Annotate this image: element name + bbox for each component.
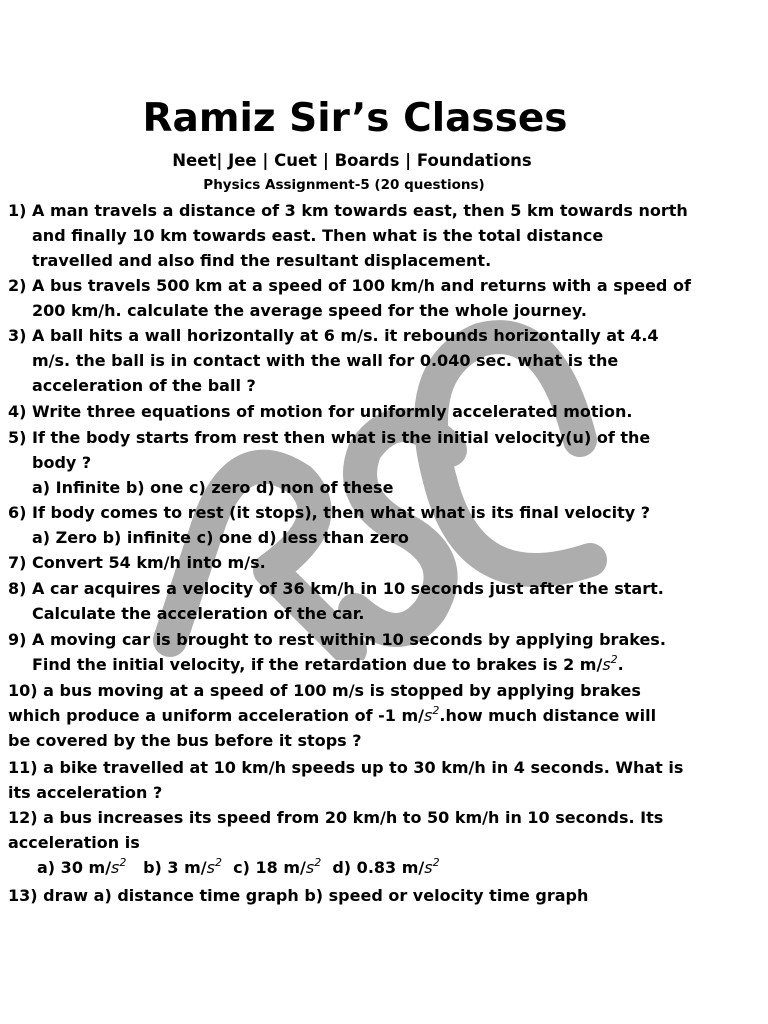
question-text: Find the initial velocity, if the retardation due to brakes is 2 m/ (32, 655, 603, 675)
question-text: If the body starts from rest then what is the initial velocity(u) of the (32, 428, 651, 447)
question-text: acceleration is (8, 833, 140, 853)
math-variable: s (424, 858, 433, 878)
question-text: m/s. the ball is in contact with the wall for 0.040 sec. what is the (32, 351, 619, 371)
question-number: 13) (8, 886, 38, 905)
question-10 (8, 678, 698, 754)
question-text: acceleration of the ball ? (32, 376, 256, 396)
question-text: 200 km/h. calculate the average speed for the whole journey. (32, 301, 587, 321)
question-2 (8, 273, 698, 323)
question-text: a bike travelled at 10 km/h speeds up to 30 km/h in 4 seconds. What is (43, 758, 684, 777)
question-number: 10) (8, 681, 38, 700)
question-text: Calculate the acceleration of the car. (32, 604, 365, 624)
question-text: a bus increases its speed from 20 km/h to 50 km/h in 10 seconds. Its (43, 808, 664, 827)
question-text: .how much distance will (439, 706, 657, 726)
question-number: 1) (8, 201, 27, 220)
option-b: b) 3 m/ (143, 858, 207, 878)
question-text: and finally 10 km towards east. Then what is the total distance (32, 226, 604, 246)
question-13 (8, 883, 698, 908)
math-exponent: 2 (119, 856, 127, 870)
question-number: 12) (8, 808, 38, 827)
question-options (8, 855, 698, 880)
math-variable: s (305, 858, 315, 878)
question-text: A car acquires a velocity of 36 km/h in 10 seconds just after the start. (32, 579, 664, 598)
question-7 (8, 550, 698, 575)
question-text: its acceleration ? (8, 783, 163, 803)
math-variable: s (424, 706, 433, 726)
question-number: 7) (8, 553, 27, 572)
option-a: a) 30 m/ (37, 858, 112, 878)
math-exponent: 2 (610, 653, 618, 667)
question-number: 11) (8, 758, 38, 777)
question-number: 9) (8, 630, 27, 649)
question-text: Convert 54 km/h into m/s. (32, 553, 266, 572)
math-exponent: 2 (432, 856, 440, 870)
question-text: draw a) distance time graph b) speed or velocity time graph (43, 886, 589, 905)
question-number: 8) (8, 579, 27, 598)
question-options: a) Zero b) infinite c) one d) less than zero (32, 528, 409, 548)
question-text: A moving car is brought to rest within 10 seconds by applying brakes. (32, 630, 666, 649)
option-c: c) 18 m/ (233, 858, 306, 878)
math-exponent: 2 (215, 856, 222, 870)
question-text: travelled and also find the resultant displacement. (32, 251, 492, 271)
question-number: 5) (8, 428, 27, 447)
question-number: 6) (8, 503, 27, 522)
question-text: A ball hits a wall horizontally at 6 m/s. it rebounds horizontally at 4.4 (32, 326, 659, 345)
question-number: 3) (8, 326, 27, 345)
question-text: body ? (32, 453, 92, 473)
question-12 (8, 805, 698, 881)
page-title: Ramiz Sir’s Classes (142, 96, 568, 141)
question-options: a) Infinite b) one c) zero d) non of these (32, 478, 394, 498)
math-exponent: 2 (314, 856, 322, 870)
question-9: 9) A moving car is brought to rest within 10 seconds by applying brakes. Find the initial velocity, if the retardation due to brakes is 2 $m/s^2$. (8, 627, 698, 677)
question-8 (8, 576, 698, 626)
question-text: a bus moving at a speed of 100 m/s is stopped by applying brakes (43, 681, 641, 700)
question-text: If body comes to rest (it stops), then what what is its final velocity ? (32, 503, 651, 522)
question-3 (8, 323, 698, 399)
question-1 (8, 198, 698, 274)
math-exponent: 2 (432, 704, 440, 718)
question-number: 2) (8, 276, 27, 295)
question-number: 4) (8, 402, 27, 421)
question-text: A bus travels 500 km at a speed of 100 km/h and returns with a speed of (32, 276, 691, 295)
question-text: Write three equations of motion for uniformly accelerated motion. (32, 402, 633, 421)
question-text: A man travels a distance of 3 km towards east, then 5 km towards north (32, 201, 688, 220)
question-text: which produce a uniform acceleration of -1 m/ (8, 706, 425, 726)
question-4 (8, 399, 698, 424)
assignment-label: Physics Assignment-5 (20 questions) (203, 177, 485, 193)
question-11 (8, 755, 698, 805)
option-d: d) 0.83 m/ (332, 858, 425, 878)
math-variable: s (602, 655, 611, 675)
question-5 (8, 425, 698, 501)
question-6 (8, 500, 698, 550)
math-variable: s (111, 858, 120, 878)
course-list: Neet| Jee | Cuet | Boards | Foundations (172, 151, 532, 170)
question-text: be covered by the bus before it stops ? (8, 731, 362, 751)
math-variable: s (206, 858, 215, 878)
